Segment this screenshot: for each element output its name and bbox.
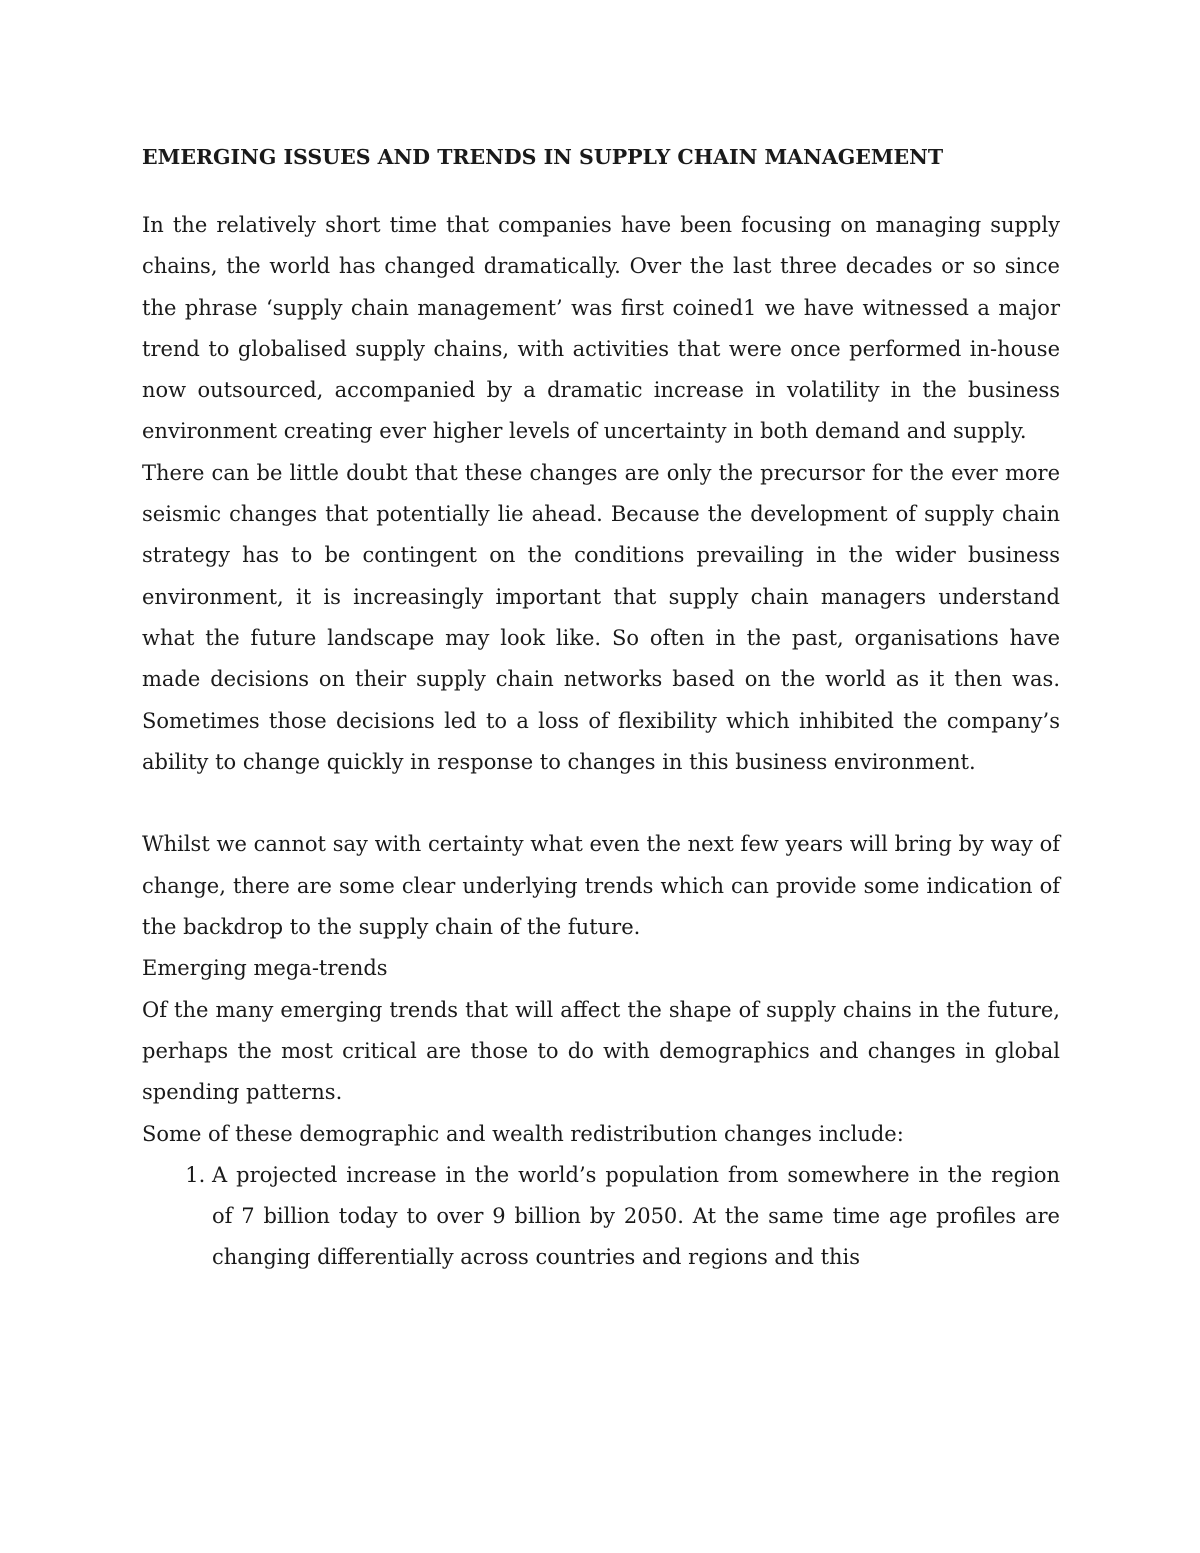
document-title: EMERGING ISSUES AND TRENDS IN SUPPLY CHAIN MANAGEMENT xyxy=(142,145,944,169)
numbered-list xyxy=(142,1155,1060,1279)
paragraph-list-intro: Some of these demographic and wealth redistribution changes include: xyxy=(142,1121,904,1146)
paragraph-trends: Whilst we cannot say with certainty what even the next few years will bring by way of change, there are some clear underlying trends which can provide some indication of the backdrop to the supply chain of the future. xyxy=(142,832,1060,940)
list-item: 1. A projected increase in the world’s population from somewhere in the region of 7 billion today to over 9 billion by 2050. At the same time age profiles are changing differentially across countries and regions and this xyxy=(212,1155,1060,1279)
paragraph-mega-trends: Of the many emerging trends that will affect the shape of supply chains in the future, perhaps the most critical are those to do with demographics and changes in global spending patterns. xyxy=(142,997,1060,1105)
paragraph-spacer xyxy=(142,783,1060,824)
paragraph-changes: There can be little doubt that these changes are only the precursor for the ever more seismic changes that potentially lie ahead. Because the development of supply chain strategy has to be contingent on the conditions prevailing in the wider business environment, it is increasingly important that supply chain managers understand what the future landscape may look like. So often in the past, organisations have made decisions on their supply chain networks based on the world as it then was. Sometimes those decisions led to a loss of flexibility which inhibited the company’s ability to change quickly in response to changes in this business environment. xyxy=(142,460,1060,774)
document-page xyxy=(142,140,1060,1279)
paragraph-intro: In the relatively short time that companies have been focusing on managing supply chains, the world has changed dramatically. Over the last three decades or so since the phrase ‘supply chain management’ was first coined1 we have witnessed a major trend to globalised supply chains, with activities that were once performed in-house now outsourced, accompanied by a dramatic increase in volatility in the business environment creating ever higher levels of uncertainty in both demand and supply. xyxy=(142,213,1060,444)
section-heading-mega-trends: Emerging mega-trends xyxy=(142,956,388,981)
